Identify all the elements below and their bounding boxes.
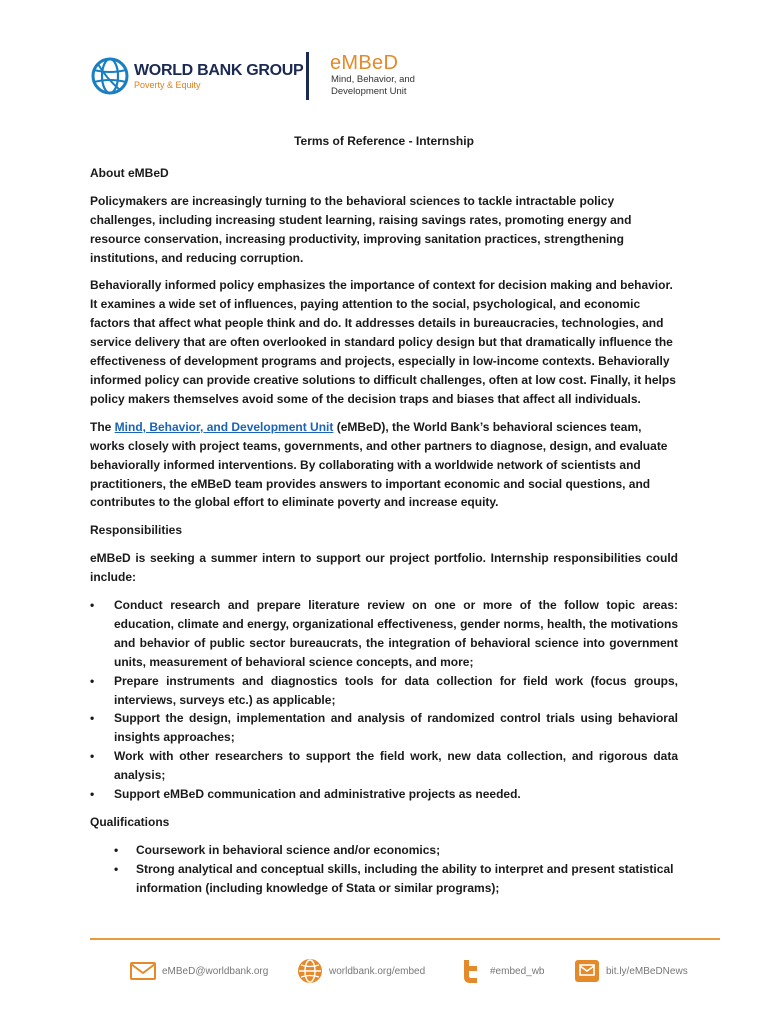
- unit-name: eMBeD: [330, 52, 399, 74]
- responsibilities-heading: Responsibilities: [90, 523, 183, 538]
- list-item-text: Support the design, implementation and analysis of randomized control trials using behavioral insights approaches;: [114, 711, 678, 745]
- bullet: •: [90, 787, 95, 802]
- list-item-text: Strong analytical and conceptual skills, including the ability to interpret and present statistical information (including knowledge of Stata or similar programs);: [136, 861, 674, 895]
- document-body: [90, 132, 678, 907]
- world-bank-globe-icon: [90, 56, 130, 96]
- bullet: •: [90, 749, 95, 764]
- page-header: [0, 0, 768, 110]
- mail-icon: [130, 958, 156, 984]
- header-divider: [306, 52, 309, 100]
- footer-website[interactable]: [297, 956, 425, 986]
- embed-unit-link[interactable]: Mind, Behavior, and Development Unit: [114, 419, 334, 434]
- footer-newsletter-text: bit.ly/eMBeDNews: [606, 965, 688, 977]
- list-item: [90, 860, 678, 898]
- footer-divider: [90, 938, 720, 940]
- responsibilities-intro: eMBeD is seeking a summer intern to support our project portfolio. Internship responsibilities could include:: [90, 551, 678, 585]
- list-item-text: Coursework in behavioral science and/or economics;: [136, 842, 441, 857]
- document-title: Terms of Reference - Internship: [294, 134, 474, 148]
- list-item: [90, 672, 678, 710]
- bullet: •: [90, 598, 95, 613]
- list-item: [90, 596, 678, 672]
- qualifications-heading: Qualifications: [90, 815, 170, 829]
- list-item: [90, 747, 678, 785]
- qualifications-list: [90, 841, 678, 898]
- footer-website-text: worldbank.org/embed: [329, 965, 426, 977]
- list-item: [90, 841, 678, 860]
- about-paragraph-2: Behaviorally informed policy emphasizes the importance of context for decision making and behavior. It examines a wide set of influences, paying attention to the social, psychological, and economic factors that affect what people think and do. It addresses details in bureaucracies, technologies, and service delivery that are often overlooked in standard policy design but that dramatically influence the effectiveness of development programs and projects, especially in low-income contexts. Behaviorally informed policy can provide creative solutions to difficult challenges, often at low cost. Finally, it helps policy makers themselves avoid some of the decision traps and biases that affect all individuals.: [90, 278, 676, 406]
- org-subtitle: Poverty & Equity: [134, 80, 201, 90]
- page-footer: [0, 956, 768, 988]
- footer-newsletter[interactable]: [574, 956, 688, 986]
- bullet: •: [90, 673, 95, 688]
- footer-email-text: eMBeD@worldbank.org: [162, 965, 269, 977]
- bullet: •: [114, 842, 119, 857]
- unit-subtitle: Mind, Behavior, and Development Unit: [331, 74, 415, 97]
- list-item-text: Prepare instruments and diagnostics tools for data collection for field work (focus groups, interviews, surveys etc.) as applicable;: [114, 673, 678, 707]
- footer-twitter-text: #embed_wb: [490, 965, 545, 977]
- list-item-text: Work with other researchers to support the field work, new data collection, and rigorous data analysis;: [114, 749, 678, 783]
- footer-twitter[interactable]: [458, 956, 544, 986]
- org-name: WORLD BANK GROUP: [134, 62, 304, 79]
- list-item-text: Support eMBeD communication and administrative projects as needed.: [114, 787, 521, 802]
- globe-icon: [297, 958, 323, 984]
- list-item: [90, 709, 678, 747]
- about-paragraph-1: Policymakers are increasingly turning to the behavioral sciences to tackle intractable policy challenges, including increasing student learning, raising savings rates, promoting energy and resource conservation, increasing productivity, improving sanitation practices, strengthening institutions, and reducing corruption.: [90, 193, 632, 265]
- about-paragraph-3: [90, 418, 678, 513]
- footer-email[interactable]: [130, 956, 268, 986]
- responsibilities-list: [90, 596, 678, 804]
- bullet: •: [90, 711, 95, 726]
- bullet: •: [114, 861, 119, 876]
- about-heading: About eMBeD: [90, 165, 169, 180]
- twitter-icon: [458, 958, 484, 984]
- list-item: [90, 785, 678, 804]
- list-item-text: Conduct research and prepare literature review on one or more of the follow topic areas: education, climate and energy, organizational effectiveness, gender norms, health, the motivations and behavior of public sector bureaucrats, the integration of behavioral science into government units, measurement of behavioral science concepts, and more;: [114, 598, 678, 669]
- newsletter-icon: [574, 958, 600, 984]
- about-paragraph-3-rest: (eMBeD), the World Bank’s behavioral sciences team, works closely with project teams, governments, and other partners to diagnose, design, and evaluate behaviorally informed interventions. By collaborating with a worldwide network of scientists and practitioners, the eMBeD team provides answers to important economic and social questions, and contributes to the global effort to eliminate poverty and increase equity.: [90, 419, 668, 510]
- about-paragraph-3-prefix: The: [90, 419, 115, 434]
